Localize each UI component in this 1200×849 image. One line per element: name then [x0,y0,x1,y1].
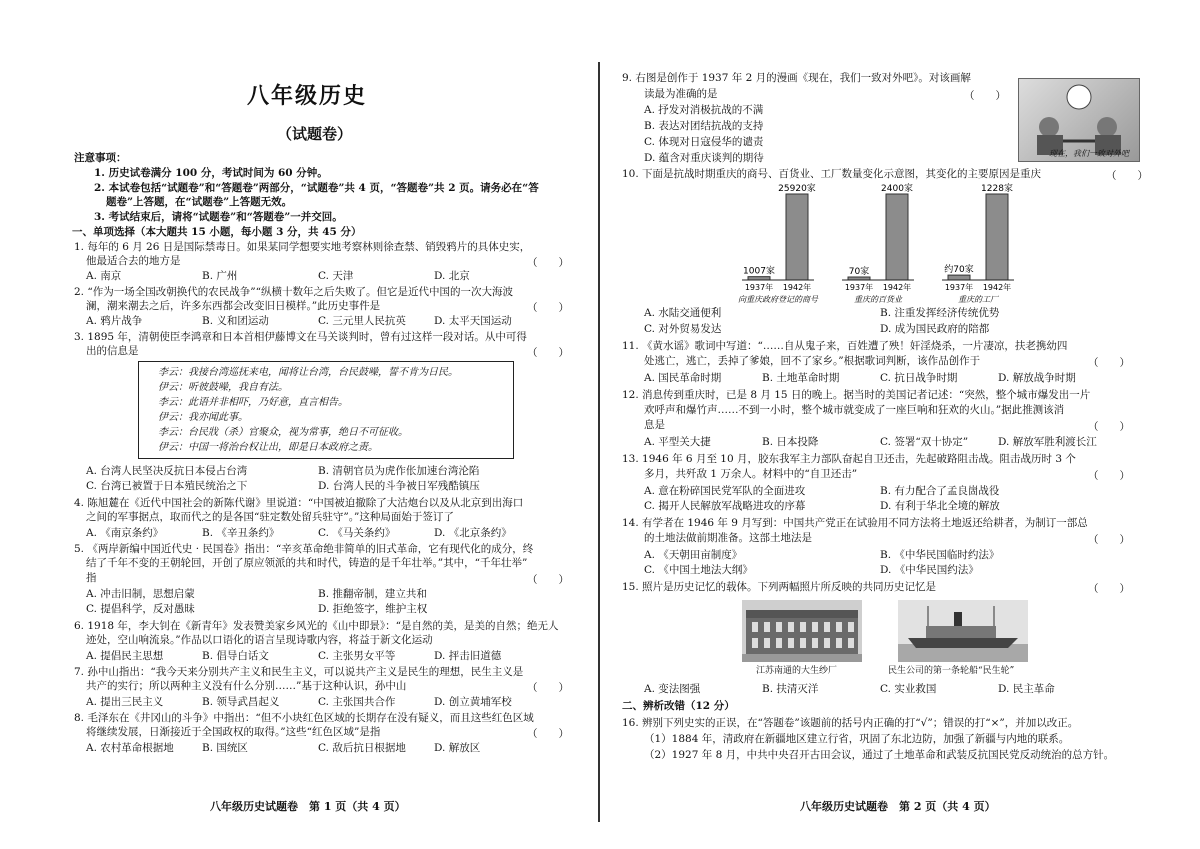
question-12-line-1: 12. 消息传到重庆时，已是 8 月 15 日的晚上。据当时的美国记者记述：“突然，整个城市爆发出一片 [622,389,1091,401]
q4-option-c: C. 《马关条约》 [318,527,396,539]
chart-group-label: 重庆的工厂 [958,295,998,304]
question-5-line-1: 5. 《两岸新编中国近代史 · 民国卷》指出：“辛亥革命绝非简单的旧式革命，它有现代化的成分，终 [74,543,534,555]
q12-option-b: B. 日本投降 [762,436,819,448]
question-9-line-2: 读最为准确的是 [644,88,718,100]
q13-option-a: A. 意在粉碎国民党军队的全面进攻 [644,485,806,497]
chart-bar [786,194,808,280]
q7-option-d: D. 创立黄埔军校 [434,696,512,708]
page-footer: 八年级历史试题卷 第 2 页（共 4 页） [800,800,996,813]
answer-paren: （ ） [964,90,1006,102]
q3-option-c: C. 台湾已被置于日本殖民统治之下 [86,480,248,492]
factory-photo-caption: 江苏南通的大生纱厂 [756,666,838,676]
chart-group-label: 向重庆政府登记的商号 [738,295,818,304]
question-8-line-2: 将继续发展，日渐接近于全国政权的取得。”这些“红色区域”是指 [86,726,381,738]
q5-option-c: C. 提倡科学，反对愚昧 [86,603,195,615]
notice-2-cont: 题卷”上答题，在“试题卷”上答题无效。 [106,196,293,208]
q12-option-d: D. 解放军胜利渡长江 [998,436,1097,448]
q2-option-b: B. 义和团运动 [202,315,269,327]
notice-heading: 注意事项： [74,152,127,164]
q4-option-d: D. 《北京条约》 [434,527,512,539]
question-6-line-2: 迹处，空山响流泉。”作品以口语化的语言呈现诗歌内容，将益于新文化运动 [86,634,433,646]
notice-3: 3. 考试结束后，请将“试题卷”和“答题卷”一并交回。 [94,211,343,223]
q7-option-c: C. 主张国共合作 [318,696,396,708]
question-7-line-2: 共产的实行；所以两种主义没有什么分别……”基于这种认识，孙中山 [86,680,407,692]
quote-line: 李云：我接台湾巡抚来电，闻将让台湾，台民鼓噪，誓不肯为日民。 [158,367,458,378]
q12-option-a: A. 平型关大捷 [644,436,711,448]
q8-option-c: C. 敌后抗日根据地 [318,742,406,754]
question-1-line-1: 1. 每年的 6 月 26 日是国际禁毒日。如果某同学想要实地考察林则徐查禁、销毁鸦片的具体史实， [74,241,531,253]
answer-paren: （ ） [1088,470,1130,482]
question-4-line-1: 4. 陈旭麓在《近代中国社会的新陈代谢》里说道：“中国被迫撤除了大沽炮台以及从北京到出海口 [74,497,524,509]
q14-option-c: C. 《中国土地法大纲》 [644,564,753,576]
answer-paren: （ ） [1106,170,1148,182]
q9-option-b: B. 表达对团结抗战的支持 [644,120,764,132]
q10-option-c: C. 对外贸易发达 [644,323,722,335]
page-divider [598,62,600,822]
q4-option-a: A. 《南京条约》 [86,527,164,539]
x-tick-label: 1942年 [782,283,812,292]
question-12-line-3: 息是 [644,419,665,431]
q6-option-c: C. 主张男女平等 [318,650,396,662]
q13-option-c: C. 揭开人民解放军战略进攻的序幕 [644,500,806,512]
bar-value-label: 2400家 [881,184,913,194]
q15-option-d: D. 民主革命 [998,683,1055,695]
q5-option-d: D. 拒绝签字，维护主权 [318,603,428,615]
question-2-line-1: 2. “作为一场全国改朝换代的农民战争”“纵横十数年之后失败了。但它是近代中国的一次大海波 [74,286,513,298]
q13-option-b: B. 有力配合了孟良崮战役 [880,485,1000,497]
question-9-line-1: 9. 右图是创作于 1937 年 2 月的漫画《现在，我们一致对外吧》。对该画解 [622,72,971,84]
answer-paren: （ ） [527,682,569,694]
answer-paren: （ ） [527,574,569,586]
steamship-illustration [898,600,1028,662]
q4-option-b: B. 《辛丑条约》 [202,527,280,539]
q15-option-b: B. 扶清灭洋 [762,683,819,695]
q1-option-b: B. 广州 [202,270,238,282]
question-10: 10. 下面是抗战时期重庆的商号、百货业、工厂数量变化示意图，其变化的主要原因是重庆 [622,168,1042,180]
q6-option-a: A. 提倡民主思想 [86,650,164,662]
q10-option-a: A. 水陆交通便利 [644,307,722,319]
q3-option-b: B. 清朝官员为虎作伥加速台湾沦陷 [318,465,480,477]
q8-option-a: A. 农村革命根据地 [86,742,174,754]
q1-option-c: C. 天津 [318,270,354,282]
q1-option-d: D. 北京 [434,270,470,282]
q14-option-d: D. 《中华民国约法》 [880,564,979,576]
q10-option-b: B. 注重发挥经济传统优势 [880,307,1000,319]
answer-paren: （ ） [1088,421,1130,433]
answer-paren: （ ） [527,728,569,740]
factory-photo [742,600,862,662]
q12-option-c: C. 签署“双十协定” [880,436,969,448]
question-16-item-1: （1）1884 年，清政府在新疆地区建立行省，巩固了东北边防，加强了新疆与内地的联系。 [644,733,1070,745]
bar-value-label: 约70家 [944,265,974,276]
question-8-line-1: 8. 毛泽东在《井冈山的斗争》中指出：“但不小块红色区域的长期存在没有疑义，而且这些红色区域 [74,712,534,724]
bar-value-label: 70家 [848,267,870,277]
x-tick-label: 1937年 [844,283,874,292]
q8-option-d: D. 解放区 [434,742,481,754]
q11-option-d: D. 解放战争时期 [998,372,1076,384]
q3-option-d: D. 台湾人民的斗争被日军残酷镇压 [318,480,480,492]
q7-option-b: B. 领导武昌起义 [202,696,280,708]
q14-option-a: A. 《天朝田亩制度》 [644,549,743,561]
section-2-heading: 二、辨析改错（12 分） [622,700,735,712]
x-tick-label: 1942年 [882,283,912,292]
factory-illustration [742,600,862,662]
notice-1: 1. 历史试卷满分 100 分，考试时间为 60 分钟。 [94,167,328,179]
question-12-line-2: 欢呼声和爆竹声……不到一小时，整个城市就变成了一座巨响和狂欢的火山。”据此推测该消 [644,404,1065,416]
question-5-line-2: 结了千年不变的王朝轮回，开创了原应领派的共和时代，铸造的是千年壮举。”其中，“千年壮举” [86,557,528,569]
question-13-line-1: 13. 1946 年 6 月至 10 月，胶东我军主力部队奋起自卫还击，先起破路阻击战。阻击战历时 3 个 [622,453,1076,465]
question-16: 16. 辨别下列史实的正误，在“答题卷”该题前的括号内正确的打“√”；错误的打“×”，并加以改正。 [622,717,1079,729]
q15-option-a: A. 变法图强 [644,683,701,695]
quote-line: 伊云：中国一将治台权让出，即是日本政府之责。 [158,442,378,453]
question-11-line-1: 11. 《黄水谣》歌词中写道：“……自从鬼子来，百姓遭了殃！奸淫烧杀，一片凄凉，扶老携幼四 [622,340,1068,352]
q5-option-b: B. 推翻帝制，建立共和 [318,588,427,600]
q13-option-d: D. 有利于华北全境的解放 [880,500,1000,512]
q1-option-a: A. 南京 [86,270,122,282]
question-14-line-1: 14. 有学者在 1946 年 9 月写到：中国共产党正在试验用不同方法将土地返还给耕者，为制订一部总 [622,517,1088,529]
question-7-line-1: 7. 孙中山指出：“我今天来分别共产主义和民生主义，可以说共产主义是民生的理想，民生主义是 [74,666,524,678]
answer-paren: （ ） [1088,583,1130,595]
question-15: 15. 照片是历史记忆的载体。下列两幅照片所反映的共同历史记忆是 [622,581,937,593]
cartoon-image [1018,78,1140,162]
answer-paren: （ ） [1088,357,1130,369]
q10-option-d: D. 成为国民政府的陪都 [880,323,990,335]
exam-title: 八年级历史 [247,83,368,109]
q11-option-a: A. 国民革命时期 [644,372,722,384]
q9-option-a: A. 抒发对消极抗战的不满 [644,104,764,116]
x-tick-label: 1937年 [744,283,774,292]
x-tick-label: 1942年 [982,283,1012,292]
steamship-photo-caption: 民生公司的第一条轮船“民生轮” [888,666,1015,676]
bar-value-label: 1007家 [743,266,775,277]
quote-line: 李云：台民戕（杀）官聚众，视为常事，绝日不可征收。 [158,427,408,438]
quote-line: 李云：此语并非相吓，乃好意，直言相告。 [158,397,348,408]
question-3-line-2: 出的信息是 [86,345,139,357]
question-5-line-3: 指 [86,572,97,584]
chart-bar [748,277,770,280]
question-11-line-2: 处逃亡，逃亡，丢掉了爹娘，回不了家乡。”根据歌词判断，该作品创作于 [644,355,981,367]
exam-subtitle: （试题卷） [277,125,353,143]
exam-page-1 [62,0,577,849]
section-1-heading: 一、单项选择（本大题共 15 小题，每小题 3 分，共 45 分） [72,226,362,238]
chart-group-label: 重庆的百货业 [854,295,902,304]
q15-option-c: C. 实业救国 [880,683,937,695]
question-14-line-2: 的土地法做前期准备。这部土地法是 [644,532,812,544]
q9-option-c: C. 体现对日寇侵华的谴责 [644,136,764,148]
question-6-line-1: 6. 1918 年，李大钊在《新青年》发表赞美家乡风光的《山中即景》：“是自然的美，是美的自然；绝无人 [74,620,559,632]
question-4-line-2: 之间的军事据点，取而代之的是各国“驻定数处留兵驻守”。”这种局面始于签订了 [86,511,454,523]
q2-option-d: D. 太平天国运动 [434,315,512,327]
q14-option-b: B. 《中华民国临时约法》 [880,549,1000,561]
q5-option-a: A. 冲击旧制，思想启蒙 [86,588,195,600]
q6-option-b: B. 倡导白话文 [202,650,269,662]
question-3-line-1: 3. 1895 年，清朝使臣李鸿章和日本首相伊藤博文在马关谈判时，曾有过这样一段对话。从中可得 [74,331,527,343]
x-tick-label: 1937年 [944,283,974,292]
q7-option-a: A. 提出三民主义 [86,696,164,708]
q11-option-c: C. 抗日战争时期 [880,372,958,384]
question-13-line-2: 多月，共歼敌 1 万余人。材料中的“自卫还击” [644,468,858,480]
q2-option-a: A. 鸦片战争 [86,315,143,327]
exam-page-2 [618,0,1148,849]
bar-value-label: 1228家 [981,184,1013,194]
question-16-item-2: （2）1927 年 8 月，中共中央召开古田会议，通过了土地革命和武装反抗国民党反动统治的总方针。 [644,749,1115,761]
chart-bar [948,275,970,280]
quote-line: 伊云：我亦闻此事。 [158,412,248,423]
q11-option-b: B. 土地革命时期 [762,372,840,384]
q6-option-d: D. 抨击旧道德 [434,650,502,662]
question-2-line-2: 澜，潮来潮去之后，许多东西都会改变旧日模样。”此历史事件是 [86,300,381,312]
question-1-line-2: 他最适合去的地方是 [86,255,181,267]
bar-value-label: 25920家 [778,184,816,194]
quote-line: 伊云：听彼鼓噪，我自有法。 [158,382,288,393]
q2-option-c: C. 三元里人民抗英 [318,315,406,327]
q8-option-b: B. 国统区 [202,742,248,754]
steamship-photo [898,600,1028,662]
q3-option-a: A. 台湾人民坚决反抗日本侵占台湾 [86,465,248,477]
answer-paren: （ ） [527,347,569,359]
q9-option-d: D. 蕴含对重庆谈判的期待 [644,152,764,164]
notice-2: 2. 本试卷包括“试题卷”和“答题卷”两部分，“试题卷”共 4 页，“答题卷”共 2 页。请务必在“答 [94,182,539,194]
chart-bar [886,194,908,280]
answer-paren: （ ） [527,257,569,269]
cartoon-caption: 现在，我们一致对外吧 [1049,149,1129,158]
chart-bar [986,194,1008,280]
page-footer: 八年级历史试题卷 第 1 页（共 4 页） [210,800,406,813]
answer-paren: （ ） [1088,534,1130,546]
answer-paren: （ ） [527,302,569,314]
